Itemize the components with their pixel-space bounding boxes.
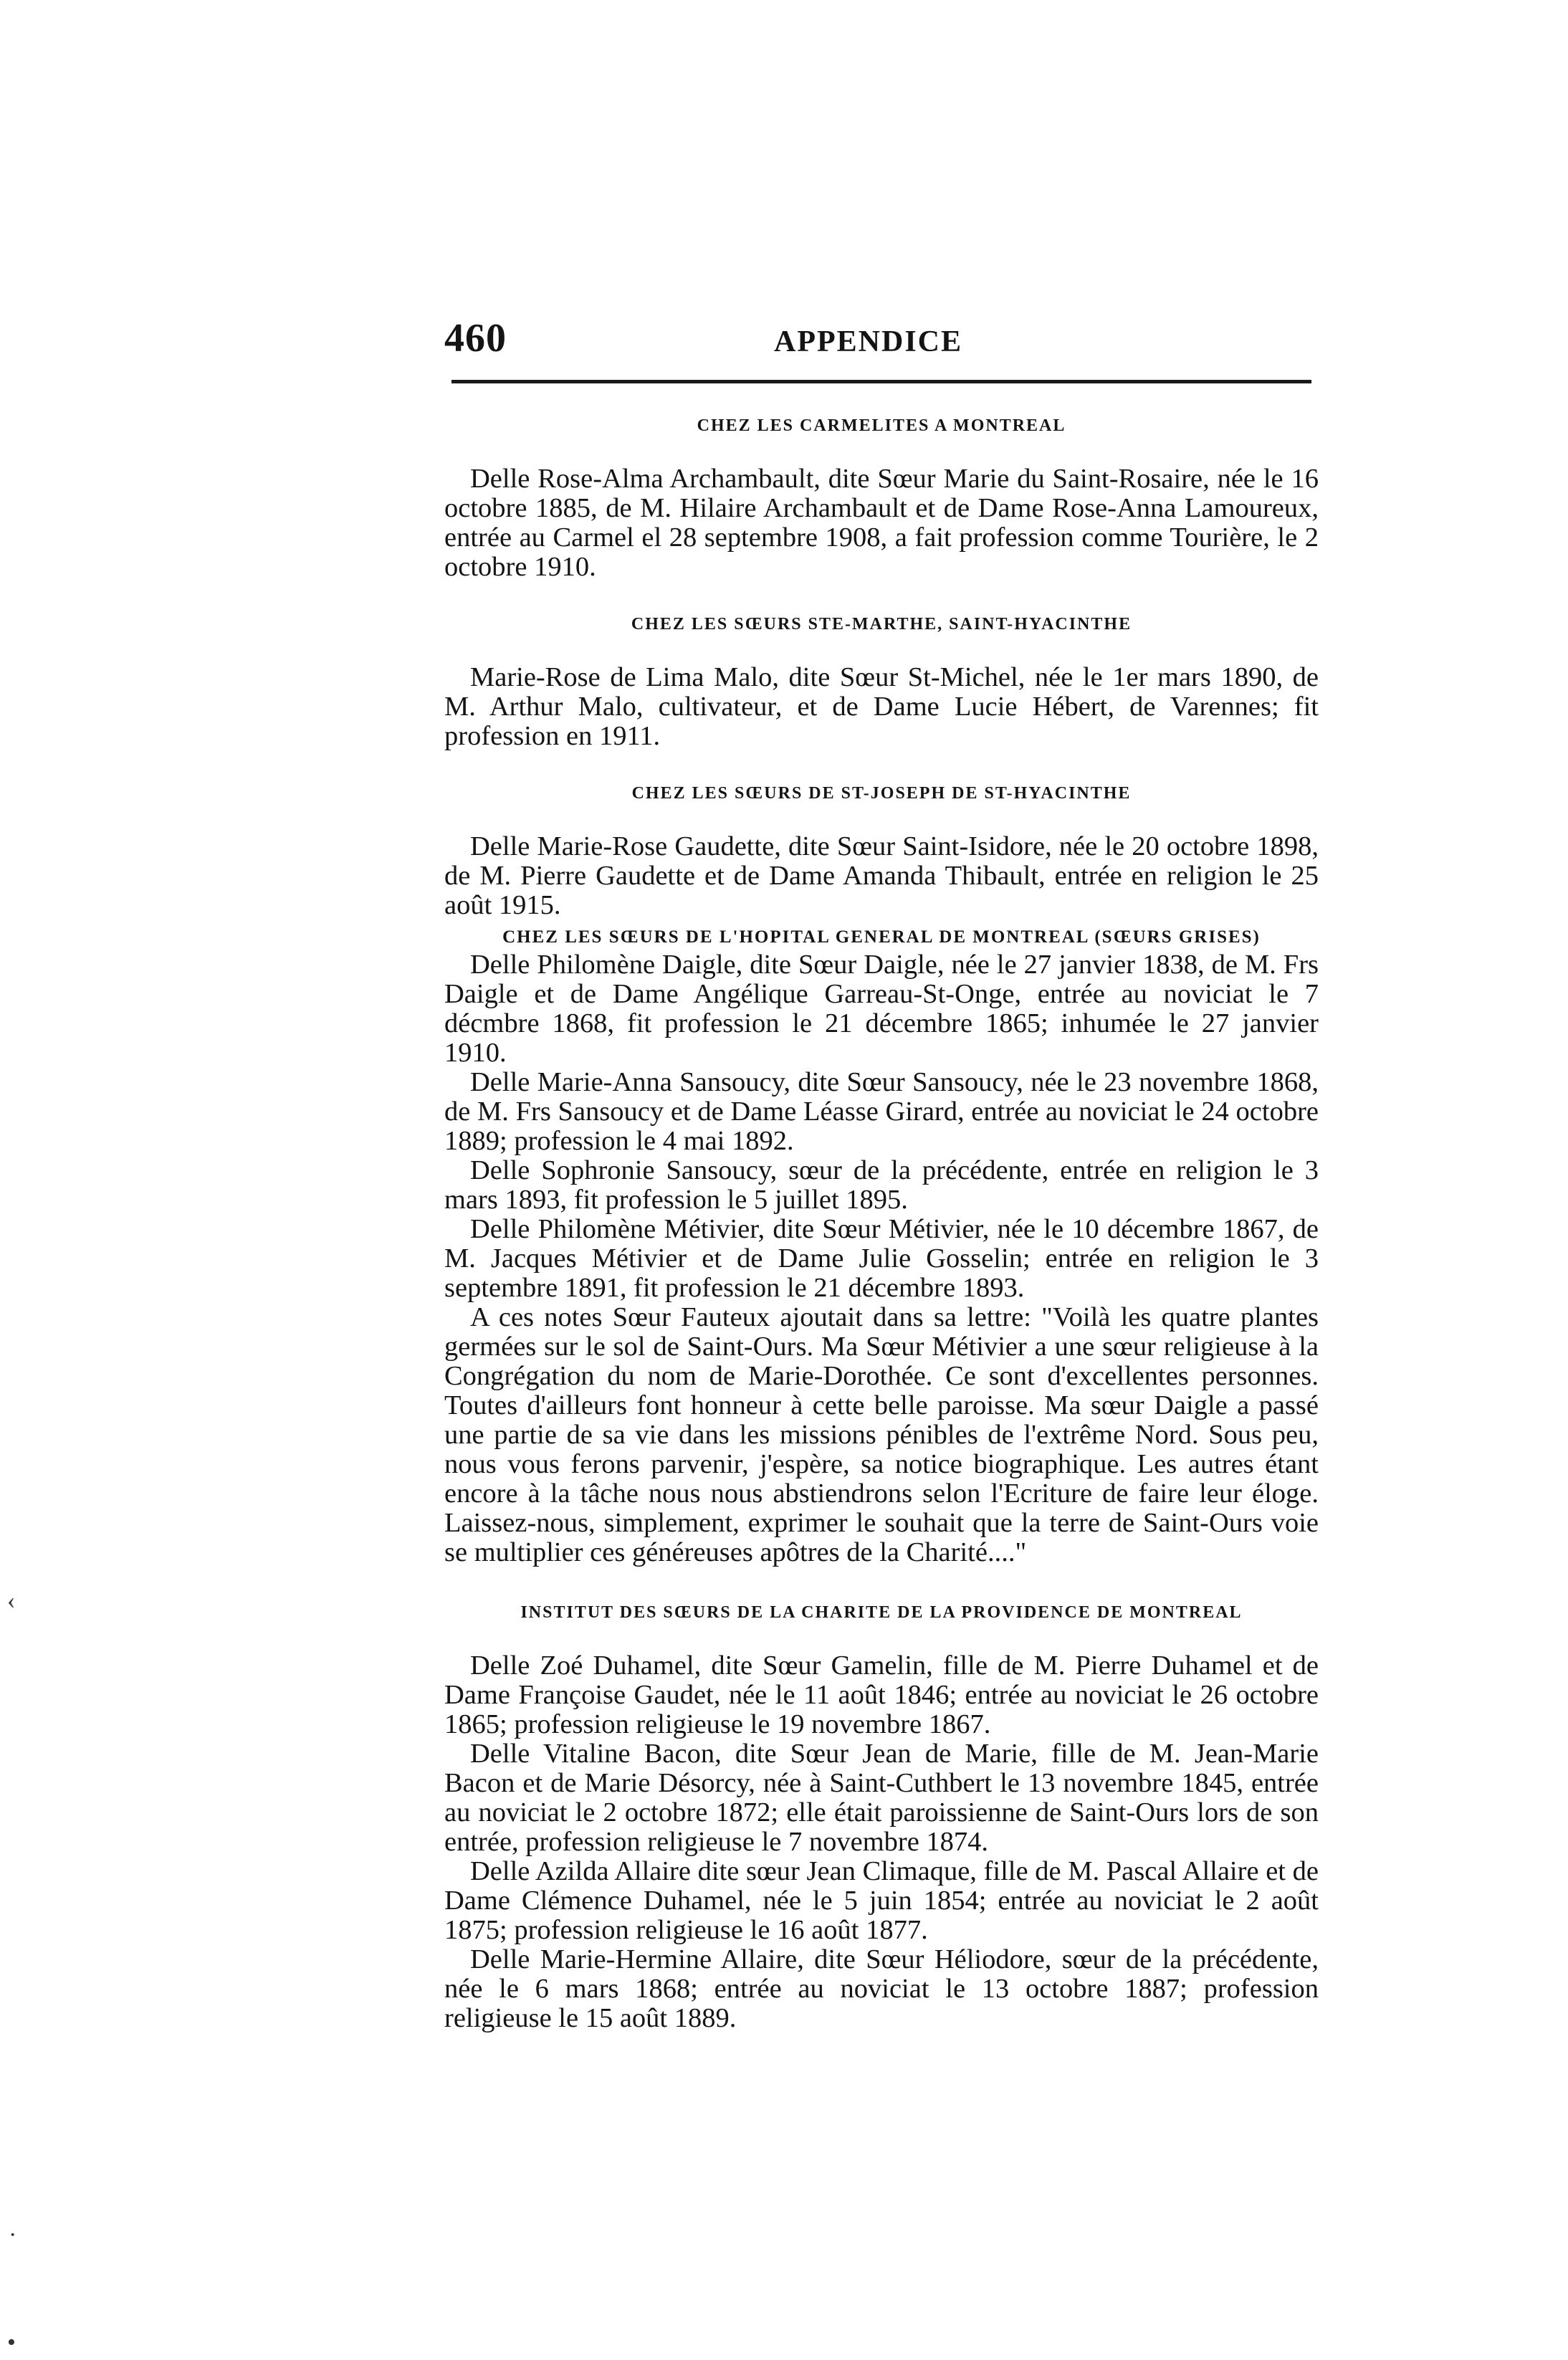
section-heading: CHEZ LES SŒURS DE ST-JOSEPH DE ST-HYACINTHE bbox=[631, 784, 1132, 803]
entry: Delle Vitaline Bacon, dite Sœur Jean de Marie, fille de M. Jean-Marie Bacon et de Marie Désorcy, née à Saint-Cuthbert le 13 novembre 1845, entrée au noviciat le 2 octobre 1872; elle était paroissienne de Saint-Ours lors de son entrée, profession religieuse le 7 novembre 1874. bbox=[444, 1739, 1319, 1857]
entry: Delle Sophronie Sansoucy, sœur de la précédente, entrée en religion le 3 mars 1893, fit profession le 5 juillet 1895. bbox=[444, 1155, 1319, 1215]
entry: A ces notes Sœur Fauteux ajoutait dans sa lettre: "Voilà les quatre plantes germées sur le sol de Saint-Ours. Ma Sœur Métivier a une sœur religieuse à la Congrégation du nom de Marie-Dorothée. Ce sont d'excellentes personnes. Toutes d'ailleurs font honneur à cette belle paroisse. Ma sœur Daigle a passé une partie de sa vie dans les missions pénibles de l'extrême Nord. Sous peu, nous vous ferons parvenir, j'espère, sa notice biographique. Les autres étant encore à la tâche nous nous abstiendrons selon l'Ecriture de faire leur éloge. Laissez-nous, simplement, exprimer le souhait que la terre de Saint-Ours voie se multiplier ces généreuses apôtres de la Charité...." bbox=[444, 1302, 1319, 1567]
entry: Marie-Rose de Lima Malo, dite Sœur St-Michel, née le 1er mars 1890, de M. Arthur Malo, cultivateur, et de Dame Lucie Hébert, de Varennes; fit profession en 1911. bbox=[444, 662, 1319, 751]
entry: Delle Marie-Anna Sansoucy, dite Sœur Sansoucy, née le 23 novembre 1868, de M. Frs Sansoucy et de Dame Léasse Girard, entrée au noviciat le 24 octobre 1889; profession le 4 mai 1892. bbox=[444, 1067, 1319, 1156]
entry: Delle Philomène Métivier, dite Sœur Métivier, née le 10 décembre 1867, de M. Jacques Métivier et de Dame Julie Gosselin; entrée en religion le 3 septembre 1891, fit profession le 21 décembre 1893. bbox=[444, 1214, 1319, 1303]
entry: Delle Azilda Allaire dite sœur Jean Climaque, fille de M. Pascal Allaire et de Dame Clémence Duhamel, née le 5 juin 1854; entrée au noviciat le 2 août 1875; profession religieuse le 16 août 1877. bbox=[444, 1856, 1319, 1945]
entry: Delle Marie-Rose Gaudette, dite Sœur Saint-Isidore, née le 20 octobre 1898, de M. Pierre Gaudette et de Dame Amanda Thibault, entrée en religion le 25 août 1915. bbox=[444, 831, 1319, 920]
entry: Delle Philomène Daigle, dite Sœur Daigle, née le 27 janvier 1838, de M. Frs Daigle et de Dame Angélique Garreau-St-Onge, entrée au noviciat le 7 décmbre 1868, fit profession le 21 décembre 1865; inhumée le 27 janvier 1910. bbox=[444, 950, 1319, 1068]
page-number: 460 bbox=[444, 316, 507, 360]
entry: Delle Zoé Duhamel, dite Sœur Gamelin, fille de M. Pierre Duhamel et de Dame Françoise Gaudet, née le 11 août 1846; entrée au noviciat le 26 octobre 1865; profession religieuse le 19 novembre 1867. bbox=[444, 1650, 1319, 1739]
running-header bbox=[444, 315, 1319, 373]
page bbox=[444, 315, 1319, 2033]
running-title: APPENDICE bbox=[774, 325, 963, 358]
scan-margin-mark: ‹ bbox=[7, 1587, 16, 1614]
scan-margin-mark: · bbox=[9, 2222, 17, 2248]
entry: Delle Marie-Hermine Allaire, dite Sœur Héliodore, sœur de la précédente, née le 6 mars 1868; entrée au noviciat le 13 octobre 1887; profession religieuse le 15 août 1889. bbox=[444, 1944, 1319, 2033]
section-heading: CHEZ LES SŒURS DE L'HOPITAL GENERAL DE MONTREAL (SŒURS GRISES) bbox=[502, 927, 1261, 947]
scan-margin-mark: • bbox=[7, 2329, 16, 2356]
header-rule bbox=[451, 380, 1311, 383]
section-heading: CHEZ LES SŒURS STE-MARTHE, SAINT-HYACINTHE bbox=[631, 615, 1132, 634]
entry: Delle Rose-Alma Archambault, dite Sœur Marie du Saint-Rosaire, née le 16 octobre 1885, de M. Hilaire Archambault et de Dame Rose-Anna Lamoureux, entrée au Carmel el 28 septembre 1908, a fait profession comme Tourière, le 2 octobre 1910. bbox=[444, 464, 1319, 582]
section-heading: CHEZ LES CARMELITES A MONTREAL bbox=[697, 416, 1066, 435]
section-heading: INSTITUT DES SŒURS DE LA CHARITE DE LA PROVIDENCE DE MONTREAL bbox=[520, 1603, 1243, 1622]
